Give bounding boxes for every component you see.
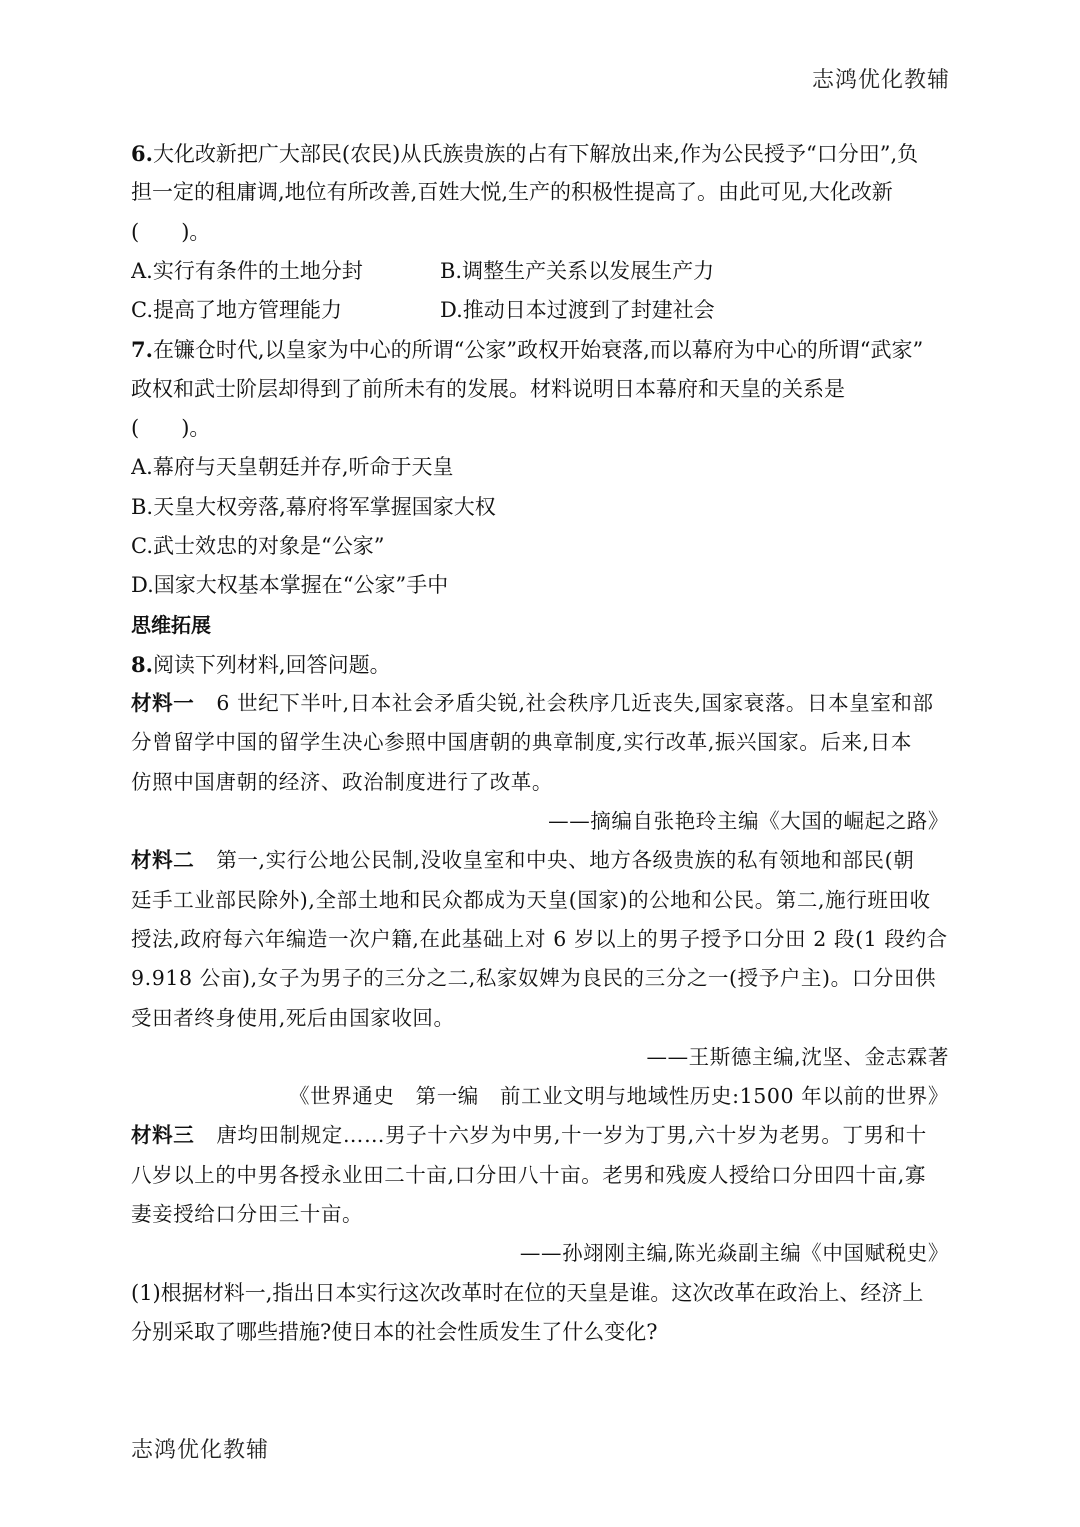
q7-option-b[interactable]: B.天皇大权旁落,幕府将军掌握国家大权 [131, 494, 496, 519]
m1-text-1: 6 世纪下半叶,日本社会矛盾尖锐,社会秩序几近丧失,国家衰落。日本皇室和部 [216, 691, 934, 716]
q7-text: 在镰仓时代,以皇家为中心的所谓“公家”政权开始衰落,而以幕府为中心的所谓“武家” [152, 338, 924, 363]
q8-sub1-line-2: 分别采取了哪些措施?使日本的社会性质发生了什么变化? [131, 1319, 658, 1344]
m2-line-5: 受田者终身使用,死后由国家收回。 [131, 1005, 455, 1030]
m1-label: 材料一 [131, 691, 195, 716]
q6-options-row-1 [131, 252, 949, 291]
page-content [131, 134, 949, 1352]
m2-line-2: 廷手工业部民除外),全部土地和民众都成为天皇(国家)的公地和公民。第二,施行班田收 [131, 887, 931, 912]
q6-option-a[interactable]: A.实行有条件的土地分封 [131, 258, 363, 283]
m1-line-3: 仿照中国唐朝的经济、政治制度进行了改革。 [131, 769, 553, 794]
q8-number: 8. [131, 651, 153, 677]
q7-number: 7. [131, 337, 153, 363]
q8-sub1-line-1: (1)根据材料一,指出日本实行这次改革时在位的天皇是谁。这次改革在政治上、经济上 [131, 1280, 924, 1305]
m3-label: 材料三 [131, 1123, 195, 1148]
m1-source: ——摘编自张艳玲主编《大国的崛起之路》 [548, 809, 949, 834]
m3-line-2: 八岁以上的中男各授永业田二十亩,口分田八十亩。老男和残废人授给口分田四十亩,寡 [131, 1162, 926, 1187]
m2-text-1: 第一,实行公地公民制,没收皇室和中央、地方各级贵族的私有领地和部民(朝 [216, 848, 915, 873]
q8-prompt-line [131, 645, 949, 684]
m2-source-1: ——王斯德主编,沈坚、金志霖著 [646, 1044, 949, 1069]
q6-option-c[interactable]: C.提高了地方管理能力 [131, 298, 342, 323]
q6-text: 大化改新把广大部民(农民)从氏族贵族的占有下解放出来,作为公民授予“口分田”,负 [152, 142, 919, 166]
footer-brand: 志鸿优化教辅 [131, 1438, 270, 1463]
m1-line-2: 分曾留学中国的留学生决心参照中国唐朝的典章制度,实行改革,振兴国家。后来,日本 [131, 730, 912, 755]
q7-line-3: ( )。 [131, 416, 211, 441]
q7-line-1 [131, 330, 949, 369]
section-title: 思维拓展 [131, 612, 211, 637]
q6-option-d[interactable]: D.推动日本过渡到了封建社会 [440, 298, 715, 323]
q6-options-row-2 [131, 291, 949, 330]
m3-source: ——孙翊刚主编,陈光焱副主编《中国赋税史》 [519, 1241, 949, 1266]
m2-source-2: 《世界通史 第一编 前工业文明与地域性历史:1500 年以前的世界》 [289, 1084, 949, 1109]
q7-option-c[interactable]: C.武士效忠的对象是“公家” [131, 533, 385, 558]
q6-line-1 [131, 134, 949, 173]
m2-line-4: 9.918 公亩),女子为男子的三分之二,私家奴婢为良民的三分之一(授予户主)。口分田供 [131, 966, 937, 991]
q6-line-2: 担一定的租庸调,地位有所改善,百姓大悦,生产的积极性提高了。由此可见,大化改新 [131, 180, 893, 205]
q7-option-d[interactable]: D.国家大权基本掌握在“公家”手中 [131, 573, 449, 598]
m3-text-1: 唐均田制规定……男子十六岁为中男,十一岁为丁男,六十岁为老男。丁男和十 [216, 1123, 927, 1148]
q7-option-a[interactable]: A.幕府与天皇朝廷并存,听命于天皇 [131, 455, 454, 480]
q6-option-b[interactable]: B.调整生产关系以发展生产力 [440, 258, 715, 283]
m3-line-3: 妻妾授给口分田三十亩。 [131, 1202, 364, 1227]
header-brand: 志鸿优化教辅 [811, 68, 950, 93]
q6-number: 6. [131, 141, 153, 166]
q6-line-3: ( )。 [131, 219, 211, 244]
m2-label: 材料二 [131, 848, 195, 873]
m1-line-1 [131, 684, 949, 723]
q8-prompt: 阅读下列材料,回答问题。 [152, 652, 391, 677]
m2-line-1 [131, 841, 949, 880]
m2-line-3: 授法,政府每六年编造一次户籍,在此基础上对 6 岁以上的男子授予口分田 2 段(1 段约合 [131, 926, 948, 951]
m3-line-1 [131, 1116, 949, 1155]
q7-line-2: 政权和武士阶层却得到了前所未有的发展。材料说明日本幕府和天皇的关系是 [131, 376, 845, 401]
